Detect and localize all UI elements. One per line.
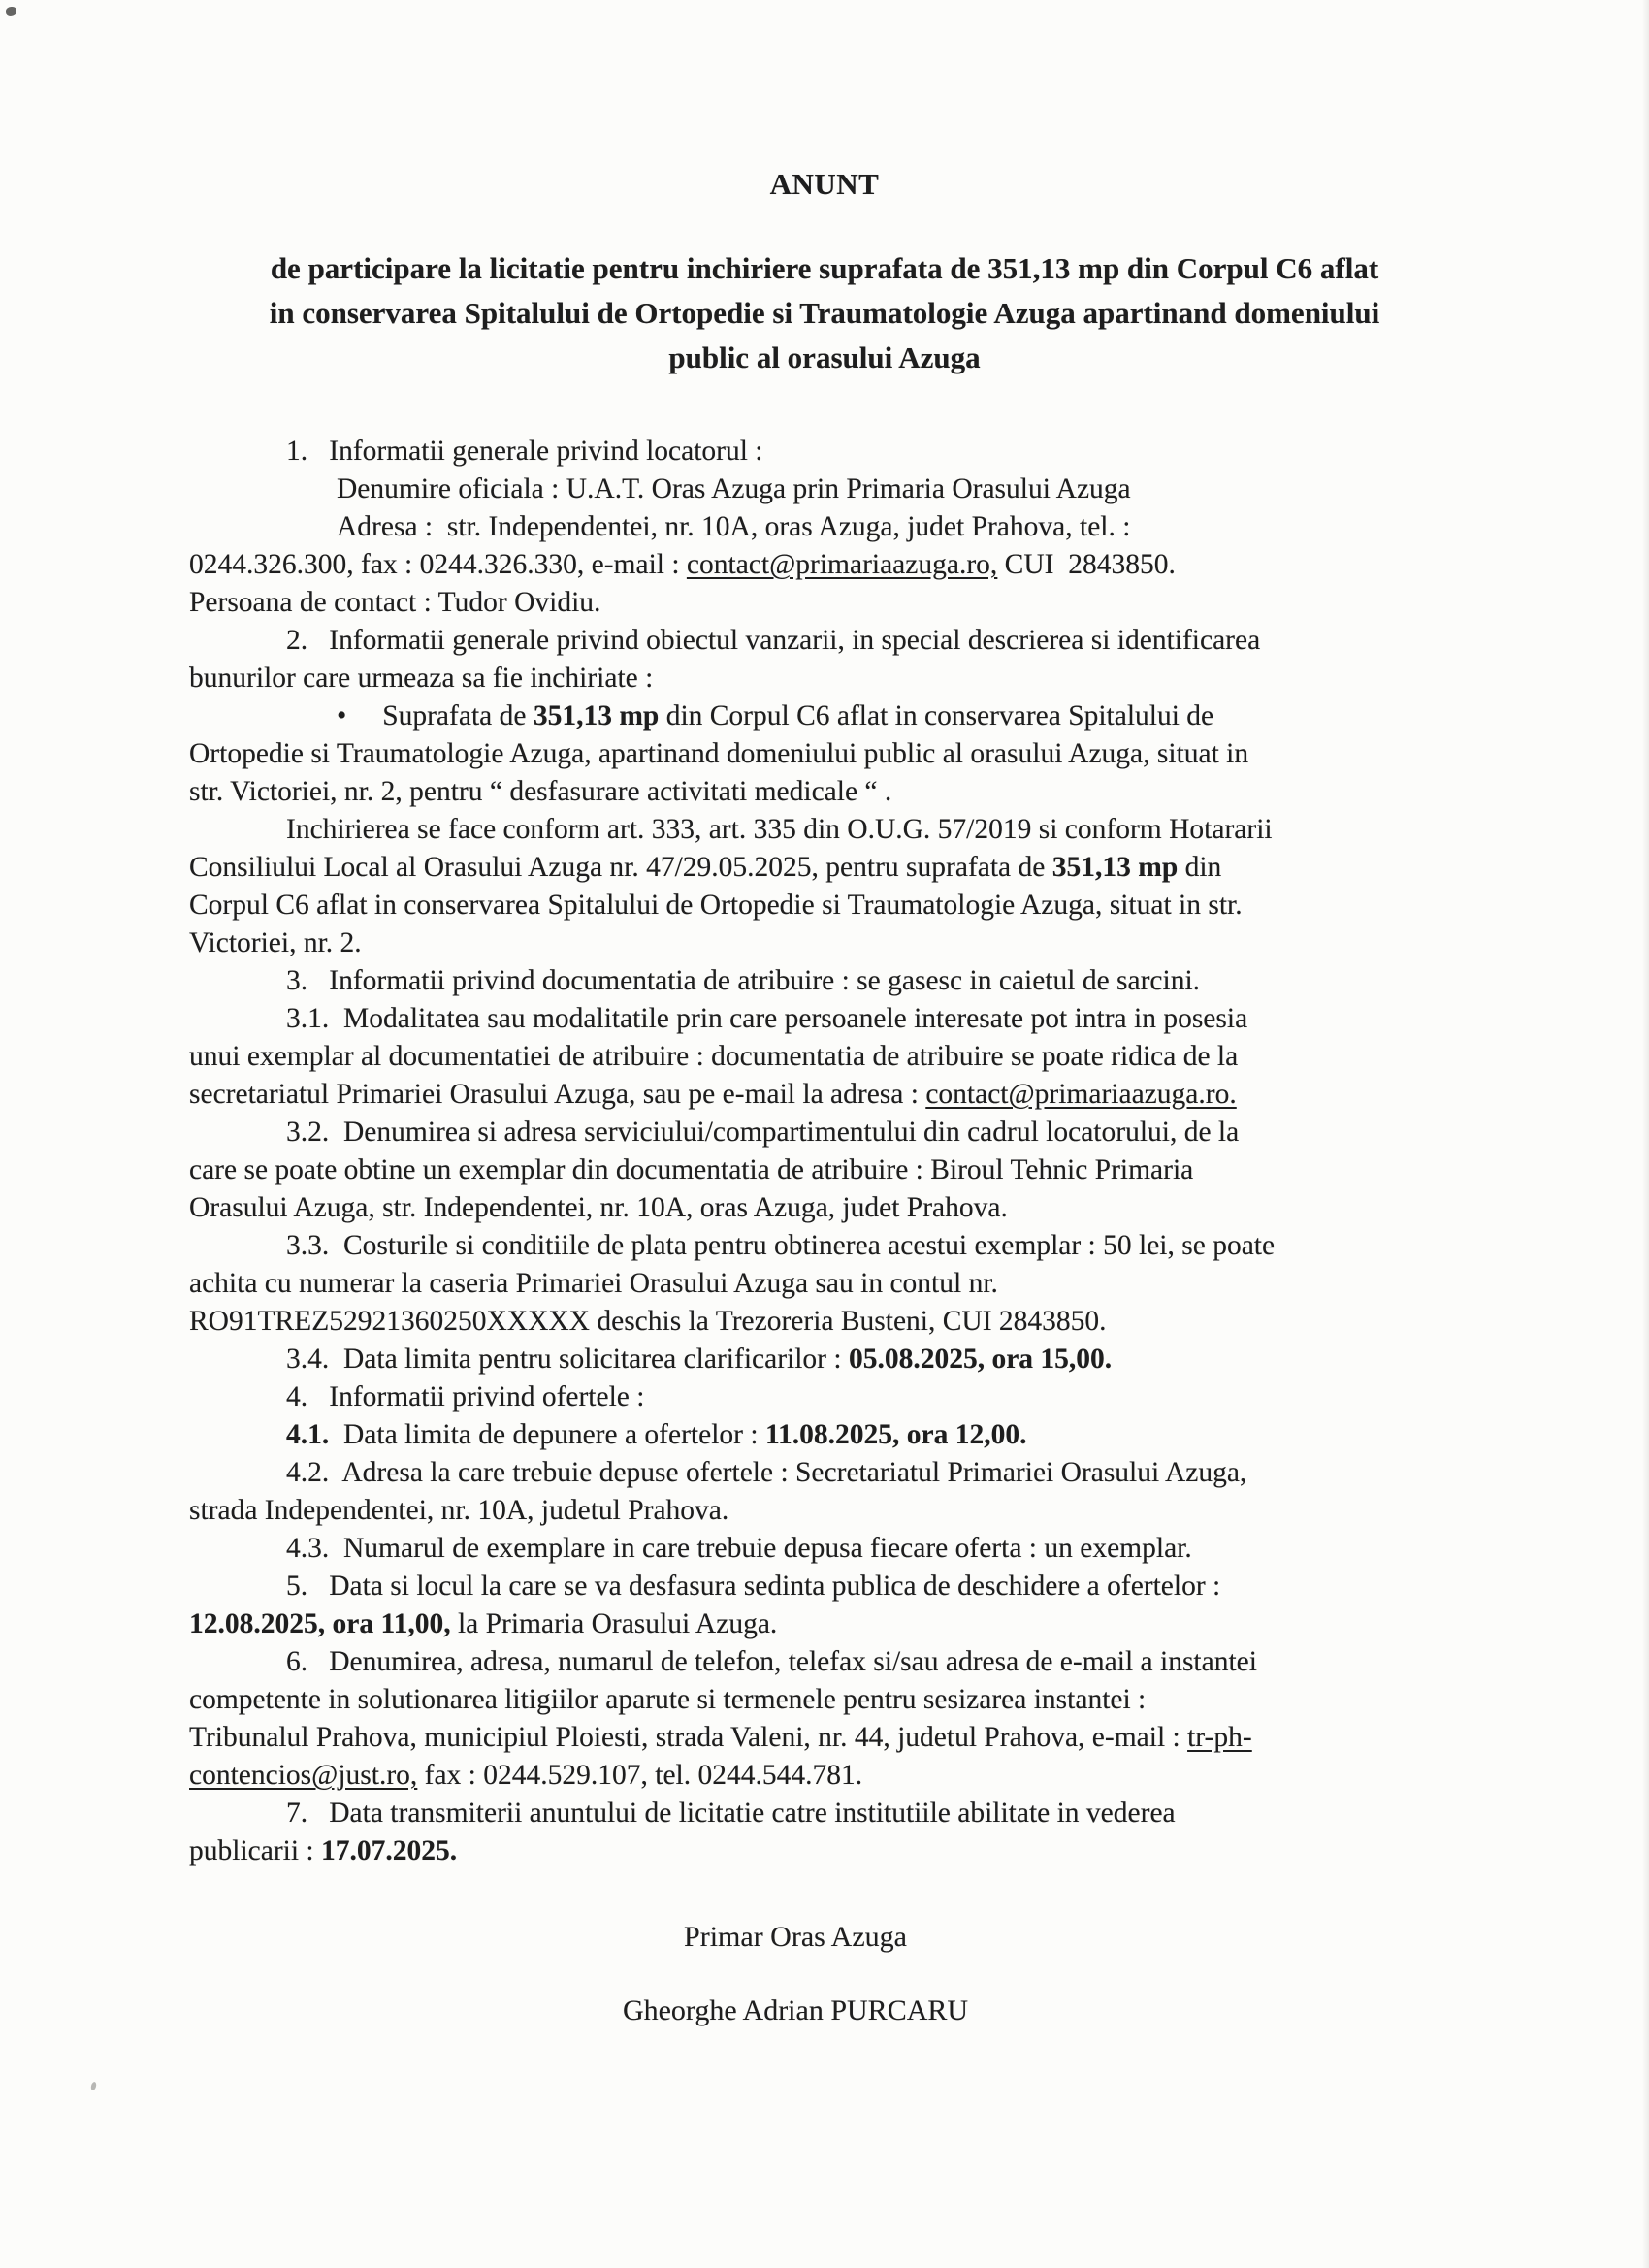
text-segment: 12.08.2025, ora 11,00, [189,1608,451,1639]
heading-line-1: de participare la licitatie pentru inchiriere suprafata de 351,13 mp din Corpul C6 aflat [270,251,1379,285]
text-segment: Adresa : str. Independentei, nr. 10A, oras Azuga, judet Prahova, tel. : [337,511,1131,542]
text-segment: CUI 2843850. [997,549,1176,580]
text-segment: 6. Denumirea, adresa, numarul de telefon, telefax si/sau adresa de e-mail a instantei [286,1646,1257,1677]
text-segment: 05.08.2025, ora 15,00. [848,1344,1113,1375]
text-segment: achita cu numerar la caseria Primariei Orasului Azuga sau in contul nr. [189,1268,998,1299]
text-segment: Data limita de depunere a ofertelor : [329,1419,765,1450]
body-line [189,1265,1542,1303]
text-segment: 4.3. Numarul de exemplare in care trebuie depusa fiecare oferta : un exemplar. [286,1533,1192,1564]
text-segment: unui exemplar al documentatiei de atribuire : documentatia de atribuire se poate ridica de la [189,1041,1239,1072]
text-segment: secretariatul Primariei Orasului Azuga, sau pe e-mail la adresa : [189,1079,926,1110]
document-body [189,433,1542,1870]
text-segment: 351,13 mp [533,700,660,731]
text-segment: Inchirierea se face conform art. 333, art. 335 din O.U.G. 57/2019 si conform Hotararii [286,814,1273,845]
body-line [189,1076,1542,1114]
text-segment: din [1178,852,1222,883]
body-line [189,1795,1542,1832]
text-segment: Consiliului Local al Orasului Azuga nr. 47/29.05.2025, pentru suprafata de [189,852,1052,883]
body-line [189,1227,1542,1265]
text-segment: bunurilor care urmeaza sa fie inchiriate : [189,663,654,694]
body-line [189,811,1542,849]
body-line [189,622,1542,660]
body-line [189,1530,1542,1568]
body-line [189,1151,1542,1189]
body-line [189,1000,1542,1038]
text-segment: Denumire oficiala : U.A.T. Oras Azuga prin Primaria Orasului Azuga [337,473,1131,504]
email-text: contencios@just.ro, [189,1760,418,1791]
body-line [189,924,1542,962]
text-segment: • Suprafata de [337,700,534,731]
body-line [189,1681,1542,1719]
body-line [189,470,1542,508]
text-segment: 7. Data transmiterii anuntului de licitatie catre institutiile abilitate in vederea [286,1798,1176,1829]
text-segment: 2. Informatii generale privind obiectul vanzarii, in special descrierea si identificarea [286,625,1261,656]
text-segment: 3.1. Modalitatea sau modalitatile prin care persoanele interesate pot intra in posesia [286,1003,1248,1034]
body-line [189,1719,1542,1757]
body-line [189,1757,1542,1795]
body-line [189,1454,1542,1492]
text-segment: str. Victoriei, nr. 2, pentru “ desfasurare activitati medicale “ . [189,776,892,807]
text-segment: 5. Data si locul la care se va desfasura sedinta publica de deschidere a ofertelor : [286,1571,1221,1602]
body-line [189,508,1542,546]
text-segment: 3.2. Denumirea si adresa serviciului/compartimentului din cadrul locatorului, de la [286,1117,1240,1148]
body-line [189,1605,1542,1643]
heading-line-3: public al orasului Azuga [668,340,981,374]
text-segment: 0244.326.300, fax : 0244.326.330, e-mail : [189,549,687,580]
body-line [189,1303,1542,1341]
body-line [189,433,1542,470]
body-line [189,735,1542,773]
text-segment: fax : 0244.529.107, tel. 0244.544.781. [417,1760,863,1791]
text-segment: Tribunalul Prahova, municipiul Ploiesti, strada Valeni, nr. 44, judetul Prahova, e-mail : [189,1722,1188,1753]
text-segment: publicarii : [189,1835,321,1866]
text-segment: 3.4. Data limita pentru solicitarea clarificarilor : [286,1344,849,1375]
scan-speck-icon [90,2082,97,2091]
text-segment: 351,13 mp [1051,852,1179,883]
body-line [189,962,1542,1000]
body-line [189,1492,1542,1530]
body-line [189,1416,1542,1454]
text-segment: Victoriei, nr. 2. [189,927,362,958]
signature-role: Primar Oras Azuga [684,1921,907,1953]
text-segment: strada Independentei, nr. 10A, judetul Prahova. [189,1495,729,1526]
text-segment: 4.1. [286,1419,330,1450]
document-heading [0,246,1649,380]
signature-name: Gheorghe Adrian PURCARU [622,1994,969,2026]
text-segment: din Corpul C6 aflat in conservarea Spitalului de [659,700,1214,731]
body-line [189,1832,1542,1870]
text-segment: 4.2. Adresa la care trebuie depuse ofertele : Secretariatul Primariei Orasului Azuga, [286,1457,1247,1488]
text-segment: 4. Informatii privind ofertele : [286,1381,645,1412]
body-line [189,546,1542,584]
text-segment: Persoana de contact : Tudor Ovidiu. [189,587,601,618]
text-segment: la Primaria Orasului Azuga. [450,1608,778,1639]
body-line [189,849,1542,887]
body-line [189,1378,1542,1416]
text-segment: Corpul C6 aflat in conservarea Spitalului de Ortopedie si Traumatologie Azuga, situat in str. [189,890,1243,921]
text-segment: competente in solutionarea litigiilor aparute si termenele pentru sesizarea instantei : [189,1684,1147,1715]
email-text: contact@primariaazuga.ro. [925,1079,1237,1110]
body-line [189,1341,1542,1378]
email-text: contact@primariaazuga.ro, [686,549,998,580]
body-line [189,1114,1542,1151]
body-line [189,1643,1542,1681]
body-line [189,660,1542,697]
body-line [189,697,1542,735]
text-segment: 3.3. Costurile si conditiile de plata pentru obtinerea acestui exemplar : 50 lei, se poate [286,1230,1276,1261]
body-line [189,1568,1542,1605]
document-title: ANUNT [769,167,880,201]
text-segment: Orasului Azuga, str. Independentei, nr. 10A, oras Azuga, judet Prahova. [189,1192,1008,1223]
text-segment: RO91TREZ52921360250XXXXX deschis la Trezoreria Busteni, CUI 2843850. [189,1306,1107,1337]
body-line [189,887,1542,924]
body-line [189,1189,1542,1227]
text-segment: 11.08.2025, ora 12,00. [764,1419,1027,1450]
heading-line-2: in conservarea Spitalului de Ortopedie si Traumatologie Azuga apartinand domeniului [269,296,1380,330]
body-line [189,773,1542,811]
scan-edge-shadow [1642,0,1649,2268]
body-line [189,584,1542,622]
text-segment: Ortopedie si Traumatologie Azuga, apartinand domeniului public al orasului Azuga, situat in [189,738,1249,769]
body-line [189,1038,1542,1076]
text-segment: 1. Informatii generale privind locatorul : [286,436,763,467]
email-text: tr-ph- [1187,1722,1252,1753]
text-segment: 3. Informatii privind documentatia de atribuire : se gasesc in caietul de sarcini. [286,965,1201,996]
scan-speck-icon [6,7,16,16]
text-segment: care se poate obtine un exemplar din documentatia de atribuire : Biroul Tehnic Primaria [189,1154,1194,1185]
text-segment: 17.07.2025. [321,1835,458,1866]
